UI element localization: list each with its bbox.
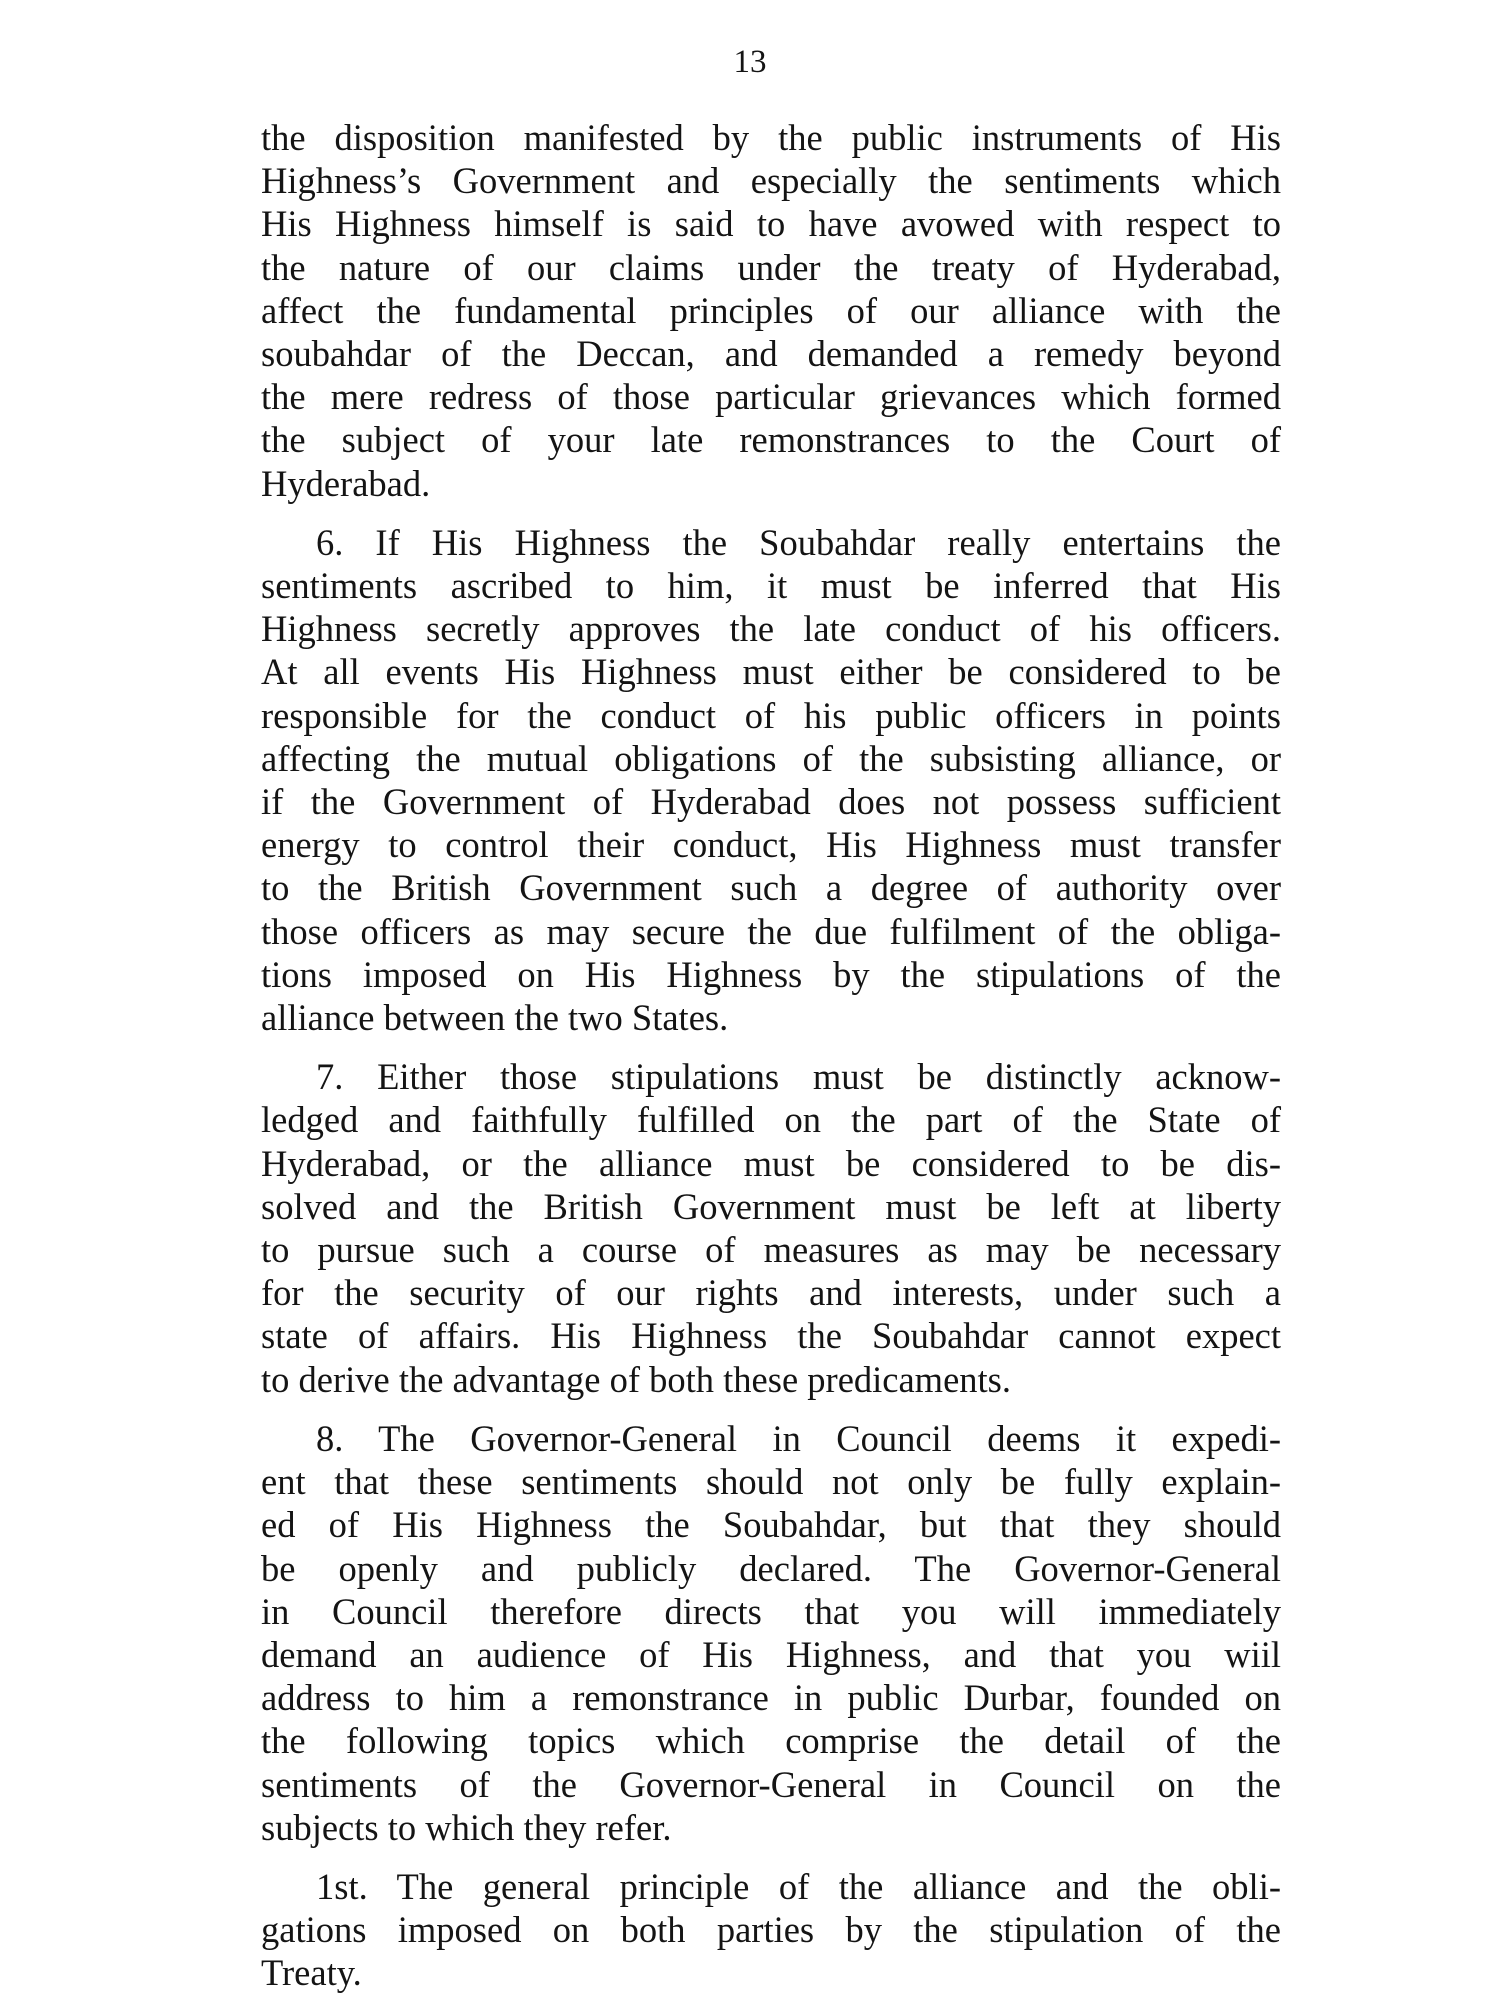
text-line: gations imposed on both parties by the stipulation of the [261,1909,1281,1951]
text-line: the mere redress of those particular grievances which formed [261,376,1281,418]
text-line: the nature of our claims under the treaty of Hyderabad, [261,246,1281,288]
text-line: to pursue such a course of measures as may be necessary [261,1229,1281,1271]
text-line: state of affairs. His Highness the Soubahdar cannot expect [261,1315,1281,1357]
body-text [261,116,1281,2011]
text-line: 6. If His Highness the Soubahdar really entertains the [316,521,1281,563]
text-line: tions imposed on His Highness by the stipulations of the [261,953,1281,995]
text-line: if the Government of Hyderabad does not possess sufficient [261,781,1281,823]
page-number: 13 [733,44,767,80]
text-line: be openly and publicly declared. The Governor-General [261,1547,1281,1589]
text-line: ed of His Highness the Soubahdar, but that they should [261,1504,1281,1546]
text-line: Hyderabad. [261,462,431,504]
text-line: demand an audience of His Highness, and that you wiil [261,1633,1281,1675]
paragraph-topic-1st [261,1865,1281,1995]
paragraph-7 [261,1055,1281,1401]
text-line: those officers as may secure the due fulfilment of the obliga- [261,910,1281,952]
text-line: alliance between the two States. [261,997,729,1039]
text-line: for the security of our rights and interests, under such a [261,1272,1281,1314]
text-line: the subject of your late remonstrances to the Court of [261,419,1281,461]
text-line: subjects to which they refer. [261,1806,672,1848]
text-line: affect the fundamental principles of our alliance with the [261,289,1281,331]
text-line: the following topics which comprise the detail of the [261,1720,1281,1762]
text-line: affecting the mutual obligations of the subsisting alliance, or [261,737,1281,779]
text-line: solved and the British Government must be left at liberty [261,1185,1281,1227]
text-line: Hyderabad, or the alliance must be considered to be dis- [261,1142,1281,1184]
text-line: address to him a remonstrance in public Durbar, founded on [261,1677,1281,1719]
text-line: to derive the advantage of both these predicaments. [261,1358,1011,1400]
text-line: Treaty. [261,1952,362,1994]
text-line: the disposition manifested by the public instruments of His [261,117,1281,158]
text-line: 7. Either those stipulations must be distinctly acknow- [316,1056,1281,1098]
text-line: to the British Government such a degree of authority over [261,867,1281,909]
paragraph-6 [261,521,1281,1039]
text-line: sentiments ascribed to him, it must be inferred that His [261,565,1281,607]
text-line: ledged and faithfully fulfilled on the part of the State of [261,1099,1281,1141]
text-line: energy to control their conduct, His Highness must transfer [261,824,1281,866]
text-line: Highness secretly approves the late conduct of his officers. [261,608,1281,650]
paragraph-8 [261,1417,1281,1849]
text-line: responsible for the conduct of his public officers in points [261,694,1281,736]
text-line: 1st. The general principle of the alliance and the obli- [316,1865,1281,1907]
paragraph-continued [261,116,1281,505]
text-line: in Council therefore directs that you will immediately [261,1590,1281,1632]
text-line: His Highness himself is said to have avowed with respect to [261,203,1281,245]
text-line: soubahdar of the Deccan, and demanded a remedy beyond [261,333,1281,375]
text-line: ent that these sentiments should not only be fully explain- [261,1461,1281,1503]
text-line: sentiments of the Governor-General in Council on the [261,1763,1281,1805]
text-line: 8. The Governor-General in Council deems it expedi- [316,1417,1281,1459]
text-line: At all events His Highness must either be considered to be [261,651,1281,693]
text-line: Highness’s Government and especially the sentiments which [261,160,1281,202]
